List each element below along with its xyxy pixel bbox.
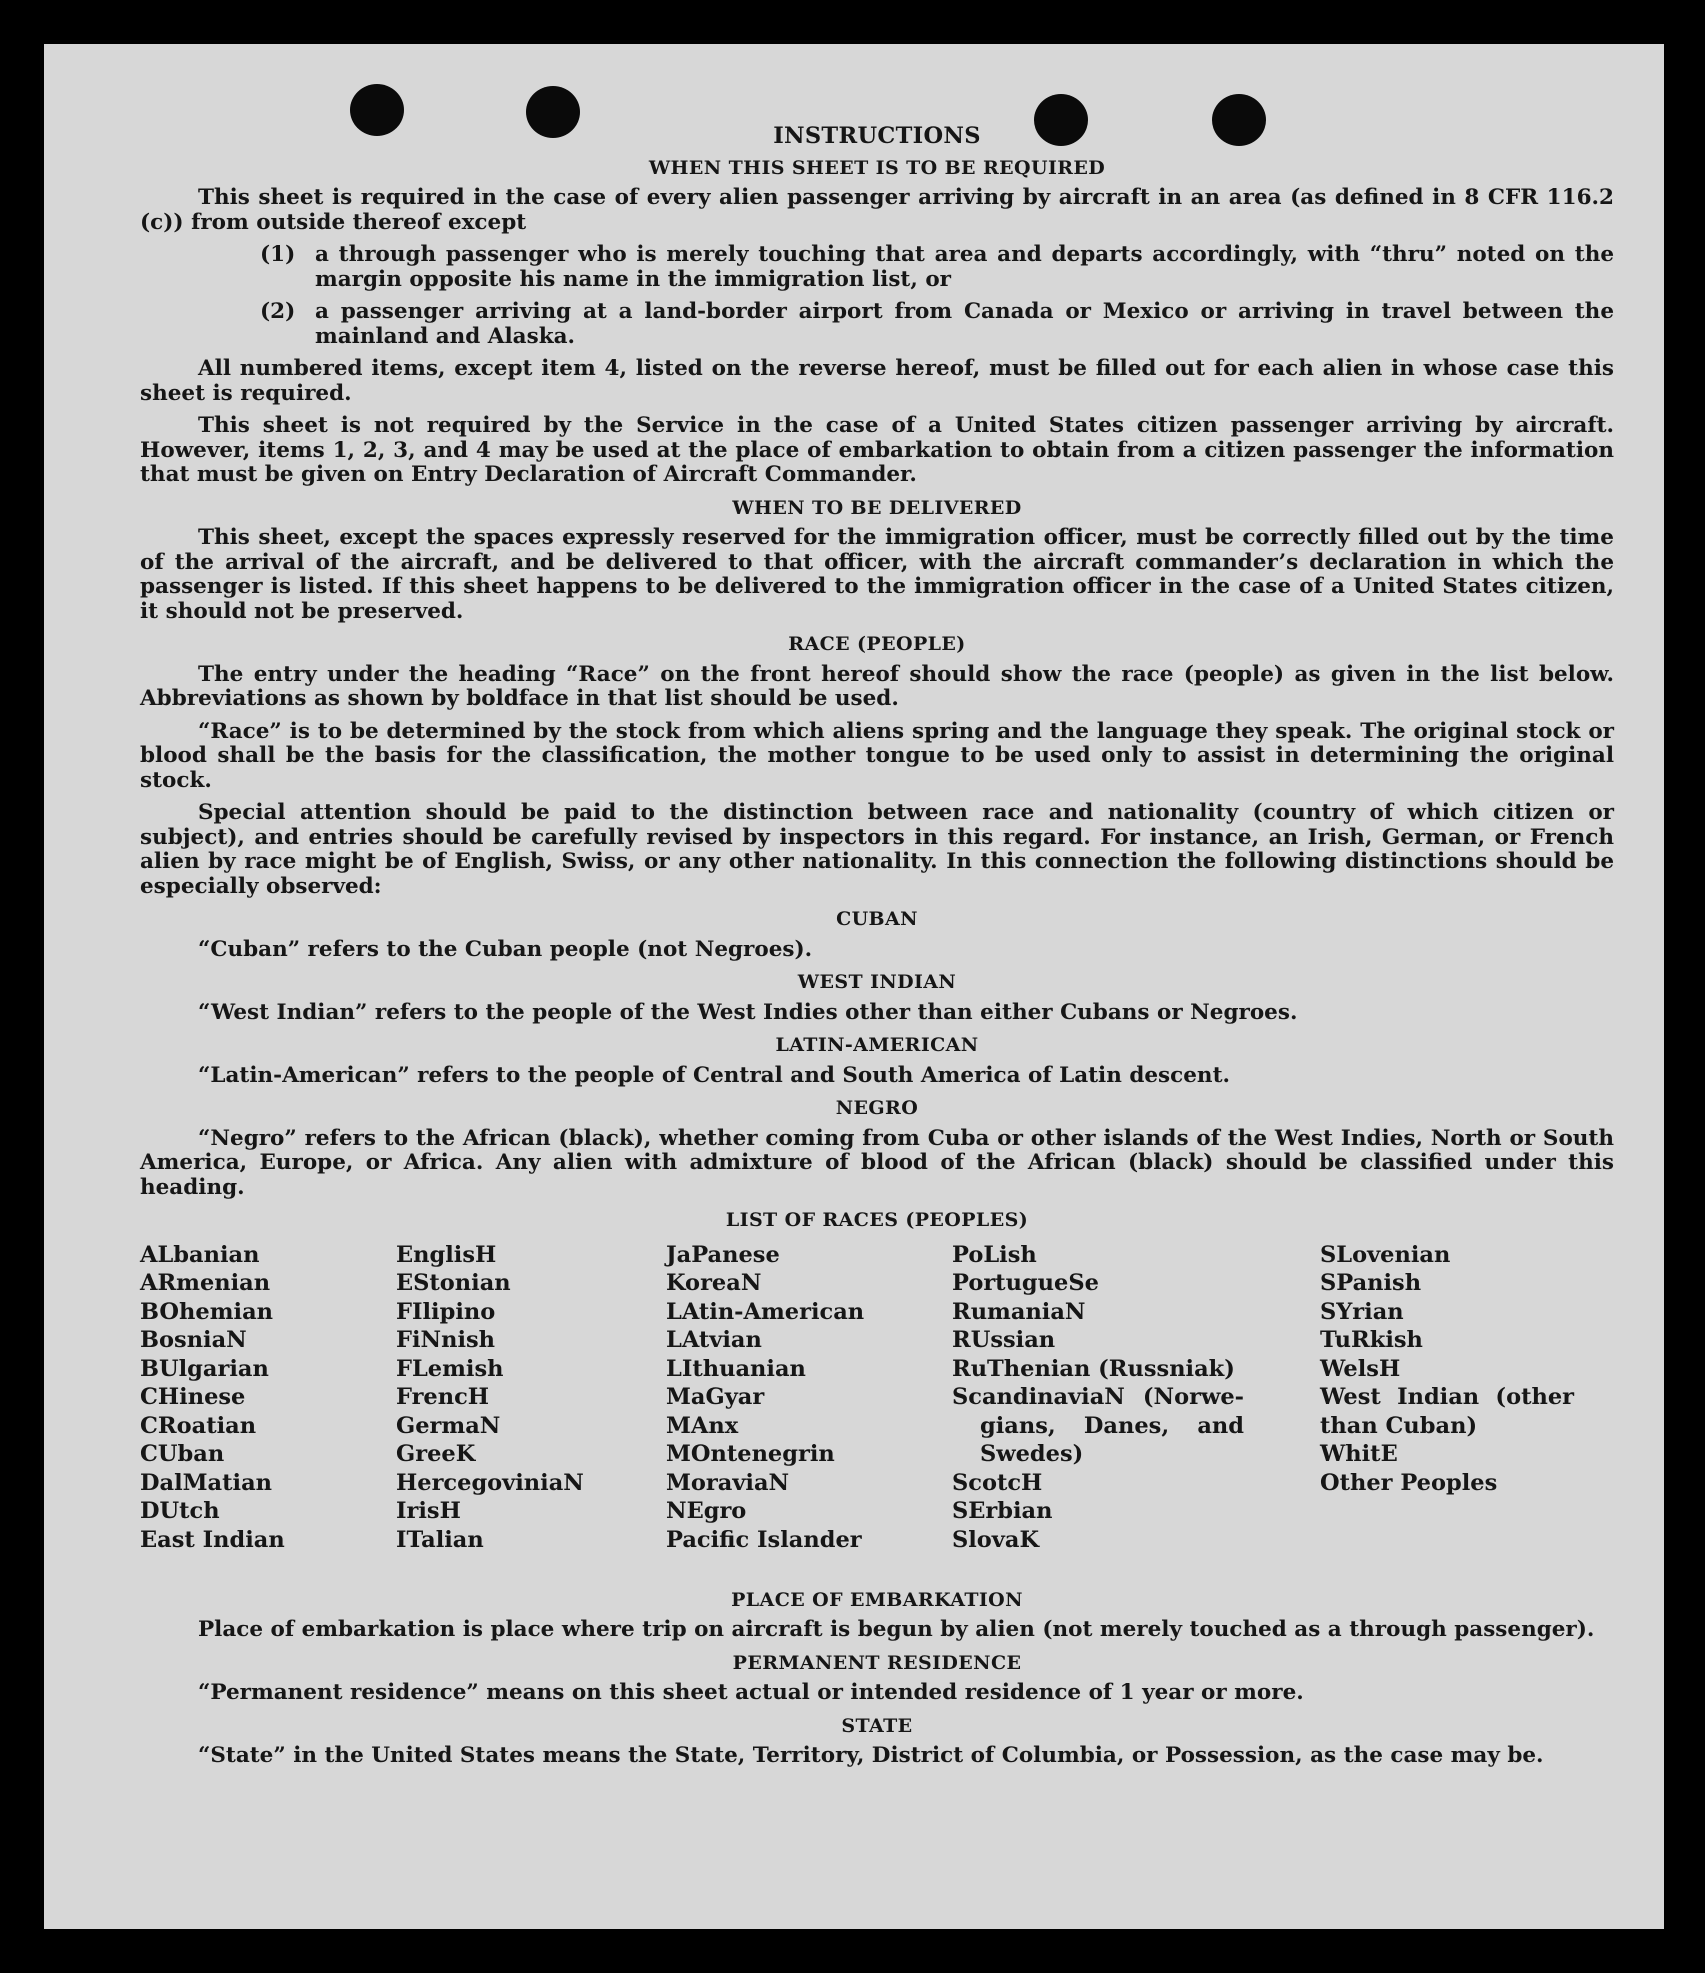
race-name: Other Peoples xyxy=(1320,1469,1498,1496)
heading-when-required: WHEN THIS SHEET IS TO BE REQUIRED xyxy=(648,156,1106,179)
paragraph-latin-american: “Latin-American” refers to the people of Central and South America of Latin descent. xyxy=(198,1062,1230,1088)
paragraph-numbered-items: All numbered items, except item 4, listed on the reverse hereof, must be filled out for each alien in whose case this sheet is required. xyxy=(140,356,1614,406)
race-name: SPanish xyxy=(1320,1270,1422,1296)
race-name: FrencH xyxy=(396,1384,490,1410)
race-column-4 xyxy=(952,1241,1244,1555)
race-word: (other xyxy=(1495,1384,1574,1410)
race-name: IrisH xyxy=(396,1498,461,1524)
heading-negro: NEGRO xyxy=(835,1097,919,1119)
race-name: PortugueSe xyxy=(952,1270,1099,1296)
race-name: CRoatian xyxy=(140,1412,257,1439)
paragraph-west-indian: “West Indian” refers to the people of the West Indies other than either Cubans or Negroes. xyxy=(198,999,1298,1025)
race-word: ScandinaviaN xyxy=(952,1384,1125,1410)
paragraph-intro: This sheet is required in the case of every alien passenger arriving by aircraft in an area (as defined in 8 CFR 116.2 (c)) from outside thereof except xyxy=(140,185,1614,235)
race-name: GreeK xyxy=(396,1441,476,1467)
race-name: NEgro xyxy=(666,1498,747,1524)
page-title: INSTRUCTIONS xyxy=(773,123,981,149)
race-name: MAnx xyxy=(666,1412,739,1439)
paragraph-residence: “Permanent residence” means on this sheet actual or intended residence of 1 year or more. xyxy=(198,1680,1304,1705)
race-name: PoLish xyxy=(952,1241,1037,1268)
race-name: GermaN xyxy=(396,1412,501,1439)
item-number: (2) xyxy=(260,299,296,324)
race-word: Indian xyxy=(1397,1384,1480,1410)
paragraph-cuban: “Cuban” refers to the Cuban people (not Negroes). xyxy=(198,936,813,962)
race-name: MoraviaN xyxy=(666,1469,790,1496)
race-column-2 xyxy=(396,1241,584,1555)
race-name: LAtin-American xyxy=(666,1298,865,1325)
race-name: TuRkish xyxy=(1320,1327,1423,1353)
race-name: WelsH xyxy=(1320,1355,1401,1382)
race-name: WhitE xyxy=(1320,1441,1398,1467)
race-word: Danes, xyxy=(1083,1412,1170,1439)
paragraph-not-required: This sheet is not required by the Service in the case of a United States citizen passenger arriving by aircraft. However, items 1, 2, 3, and 4 may be used at the place of embarkation to obtain from a citizen passenger the information that must be given on Entry Declaration of Aircraft Commander. xyxy=(140,413,1614,487)
paragraph-race-1: The entry under the heading “Race” on the front hereof should show the race (people) as given in the list below. Abbreviations as shown by boldface in that list should be used. xyxy=(140,661,1614,711)
race-name-continued: than Cuban) xyxy=(1320,1412,1478,1439)
paragraph-state: “State” in the United States means the State, Territory, District of Columbia, or Possession, as the case may be. xyxy=(198,1743,1544,1768)
race-name: Pacific Islander xyxy=(666,1526,862,1553)
race-word: gians, xyxy=(980,1412,1056,1439)
paragraph-embarkation: Place of embarkation is place where trip on aircraft is begun by alien (not merely touched as a through passenger). xyxy=(198,1617,1595,1642)
list-item xyxy=(140,300,1614,349)
race-name: CHinese xyxy=(140,1384,246,1410)
race-name: FLemish xyxy=(396,1355,504,1382)
list-of-races xyxy=(140,1241,1614,1581)
race-name: MOntenegrin xyxy=(666,1441,835,1467)
race-name xyxy=(952,1383,1244,1412)
heading-latin-american: LATIN-AMERICAN xyxy=(775,1034,979,1056)
heading-when-delivered: WHEN TO BE DELIVERED xyxy=(732,496,1022,519)
race-name: ITalian xyxy=(396,1526,484,1553)
race-word: West xyxy=(1320,1384,1381,1410)
race-name: SYrian xyxy=(1320,1298,1404,1325)
race-name: BUlgarian xyxy=(140,1355,269,1382)
race-name: BosniaN xyxy=(140,1327,247,1353)
paragraph-race-3: Special attention should be paid to the distinction between race and nationality (country of which citizen or subject), and entries should be carefully revised by inspectors in this regard. For instance, an Irish, German, or French alien by race might be of English, Swiss, or any other nationality. In this connection the following distinctions should be especially observed: xyxy=(140,800,1614,899)
paragraph-delivered: This sheet, except the spaces expressly reserved for the immigration officer, must be correctly filled out by the time of the arrival of the aircraft, and be delivered to that officer, with the aircraft commander’s declaration in which the passenger is listed. If this sheet happens to be delivered to the immigration officer in the case of a United States citizen, it should not be preserved. xyxy=(140,525,1614,624)
item-number: (1) xyxy=(260,242,296,267)
race-name: KoreaN xyxy=(666,1270,762,1296)
race-name: SlovaK xyxy=(952,1526,1040,1553)
race-column-3 xyxy=(666,1241,864,1555)
paragraph-negro: “Negro” refers to the African (black), whether coming from Cuba or other islands of the West Indies, North or South America, Europe, or Africa. Any alien with admixture of blood of the African (black) should be classified under this heading. xyxy=(140,1125,1614,1200)
heading-cuban: CUBAN xyxy=(836,908,918,930)
race-name-continued xyxy=(952,1412,1244,1441)
race-name: East Indian xyxy=(140,1526,285,1553)
race-name-continued: Swedes) xyxy=(980,1441,1084,1467)
race-name: DUtch xyxy=(140,1498,220,1524)
race-name: EStonian xyxy=(396,1270,511,1296)
race-name: ARmenian xyxy=(140,1270,271,1296)
race-name: LIthuanian xyxy=(666,1355,806,1382)
race-name: SErbian xyxy=(952,1498,1053,1524)
document-sheet xyxy=(44,44,1664,1929)
race-word: and xyxy=(1197,1412,1244,1439)
item-text: a through passenger who is merely touching that area and departs accordingly, with “thru” noted on the margin opposite his name in the immigration list, or xyxy=(315,242,1614,292)
race-name: BOhemian xyxy=(140,1298,274,1325)
item-text: a passenger arriving at a land-border airport from Canada or Mexico or arriving in travel between the mainland and Alaska. xyxy=(315,299,1614,349)
instructions-content xyxy=(140,116,1614,1777)
race-name: CUban xyxy=(140,1441,225,1467)
race-name: ALbanian xyxy=(140,1241,260,1268)
heading-list-of-races: LIST OF RACES (PEOPLES) xyxy=(725,1209,1029,1231)
race-name: RuThenian (Russniak) xyxy=(952,1355,1235,1382)
race-name: LAtvian xyxy=(666,1327,762,1353)
paragraph-race-2: “Race” is to be determined by the stock from which aliens spring and the language they speak. The original stock or blood shall be the basis for the classification, the mother tongue to be used only to assist in determining the original stock. xyxy=(140,718,1614,793)
race-name: MaGyar xyxy=(666,1384,765,1410)
heading-embarkation: PLACE OF EMBARKATION xyxy=(731,1588,1023,1611)
race-name: FiNnish xyxy=(396,1327,496,1353)
heading-state: STATE xyxy=(841,1714,913,1737)
heading-residence: PERMANENT RESIDENCE xyxy=(732,1651,1022,1674)
race-name: EnglisH xyxy=(396,1241,497,1268)
race-name: FIlipino xyxy=(396,1298,496,1325)
race-name: DalMatian xyxy=(140,1469,273,1496)
race-name: RumaniaN xyxy=(952,1298,1086,1325)
race-name: ScotcH xyxy=(952,1469,1043,1496)
race-column-5 xyxy=(1320,1241,1574,1498)
race-name xyxy=(1320,1383,1574,1412)
race-name: SLovenian xyxy=(1320,1241,1451,1268)
heading-race: RACE (PEOPLE) xyxy=(788,633,966,655)
heading-west-indian: WEST INDIAN xyxy=(797,971,957,993)
race-column-1 xyxy=(140,1241,285,1555)
race-name: RUssian xyxy=(952,1327,1056,1353)
race-name: HercegoviniaN xyxy=(396,1469,584,1496)
list-item xyxy=(140,243,1614,292)
race-word: (Norwe- xyxy=(1142,1384,1244,1410)
race-name: JaPanese xyxy=(666,1241,780,1268)
